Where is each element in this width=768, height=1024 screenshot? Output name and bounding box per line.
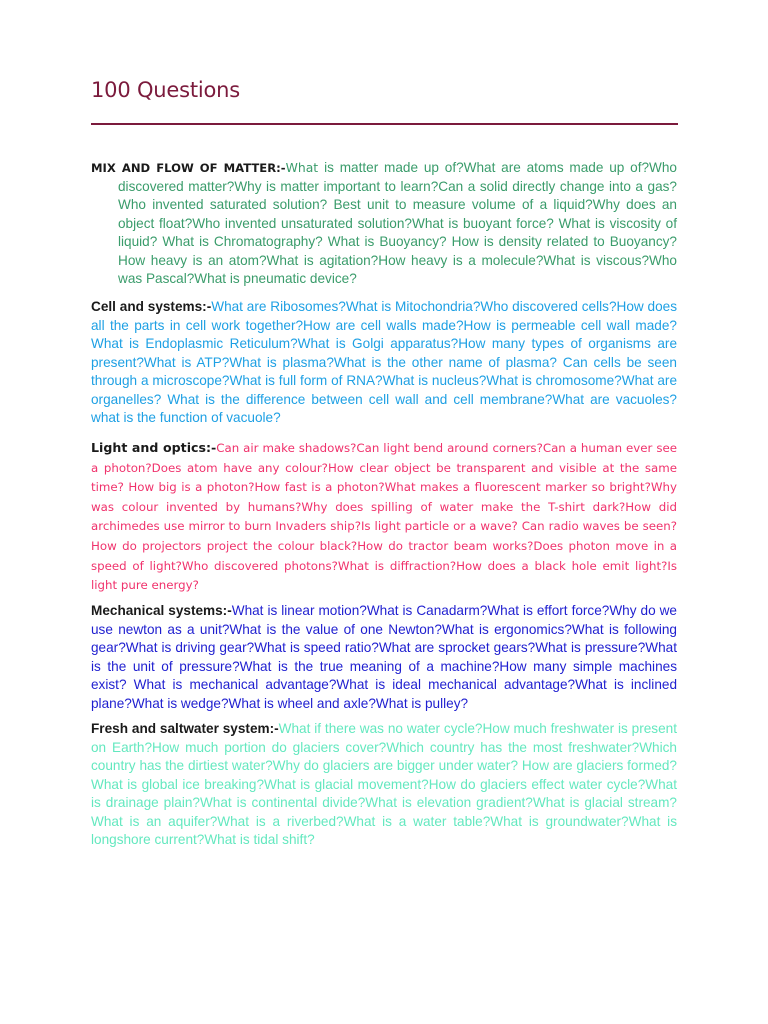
section-heading: MIX AND FLOW OF MATTER:- — [91, 161, 286, 175]
section-heading: Mechanical systems:- — [91, 603, 232, 618]
section-text: What are Ribosomes?What is Mitochondria?Who discovered cells?How does all the parts in cell work together?How are cell walls made?How is permeable cell wall made?What is Endoplasmic Reticulum?What is Golgi apparatus?How many types of organisms are present?What is ATP?What is plasma?What is the other name of plasma? Can cells be seen through a microscope?What is full form of RNA?What is nucleus?What is chromosome?What are organelles? What is the difference between cell wall and cell membrane?What are vacuoles?what is the function of vacuole? — [91, 299, 678, 425]
section-mix-and-flow-of-matter — [91, 159, 677, 289]
section-fresh-and-saltwater-system — [91, 720, 677, 850]
section-heading: Light and optics:- — [91, 440, 217, 455]
section-heading: Fresh and saltwater system:- — [91, 721, 279, 736]
section-lead-text: What — [285, 160, 325, 175]
section-heading: Cell and systems:- — [91, 299, 212, 314]
section-cell-and-systems — [91, 298, 677, 428]
title-divider — [91, 123, 678, 125]
section-text: is matter made up of?What are atoms made up of?Who discovered matter?Why is matter important to learn?Can a solid directly change into a gas?Who invented saturated solution? Best unit to measure volume of a liquid?Why does an object float?Who invented unsaturated solution?What is buoyant force? What is viscosity of liquid? What is Chromatography? What is Buoyancy? How is density related to Buoyancy?How heavy is an atom?What is agitation?How heavy is a molecule?What is viscous?Who was Pascal?What is pneumatic device? — [118, 160, 677, 286]
section-mechanical-systems — [91, 602, 677, 713]
section-light-and-optics — [91, 438, 677, 596]
section-text: Can air make shadows?Can light bend around corners?Can a human ever see a photon?Does atom have any colour?How clear object be transparent and visible at the same time? How big is a photon?How fast is a photon?What makes a fluorescent marker so bright?Why was colour invented by humans?Why does spilling of water make the T-shirt dark?How did archimedes use mirror to burn Invaders ship?Is light particle or a wave? Can radio waves be seen?How do projectors project the colour black?How do tractor beam works?Does photon move in a speed of light?Who discovered photons?What is diffraction?How does a black hole emit light?Is light pure energy? — [91, 441, 677, 593]
section-text: What if there was no water cycle?How much freshwater is present on Earth?How much portion do glaciers cover?Which country has the most freshwater?Which country has the dirtiest water?Why do glaciers are bigger under water? How are glaciers formed?What is global ice breaking?What is glacial movement?How do glaciers effect water cycle?What is drainage plain?What is continental divide?What is elevation gradient?What is glacial stream?What is an aquifer?What is a riverbed?What is a water table?What is groundwater?What is longshore current?What is tidal shift? — [91, 721, 678, 847]
section-text: What is linear motion?What is Canadarm?What is effort force?Why do we use newton as a unit?What is the value of one Newton?What is ergonomics?What is following gear?What is driving gear?What is speed ratio?What are sprocket gears?What is pressure?What is the unit of pressure?What is the true meaning of a machine?How many simple machines exist? What is mechanical advantage?What is ideal mechanical advantage?What is inclined plane?What is wedge?What is wheel and axle?What is pulley? — [91, 603, 677, 711]
document-title: 100 Questions — [91, 78, 241, 102]
